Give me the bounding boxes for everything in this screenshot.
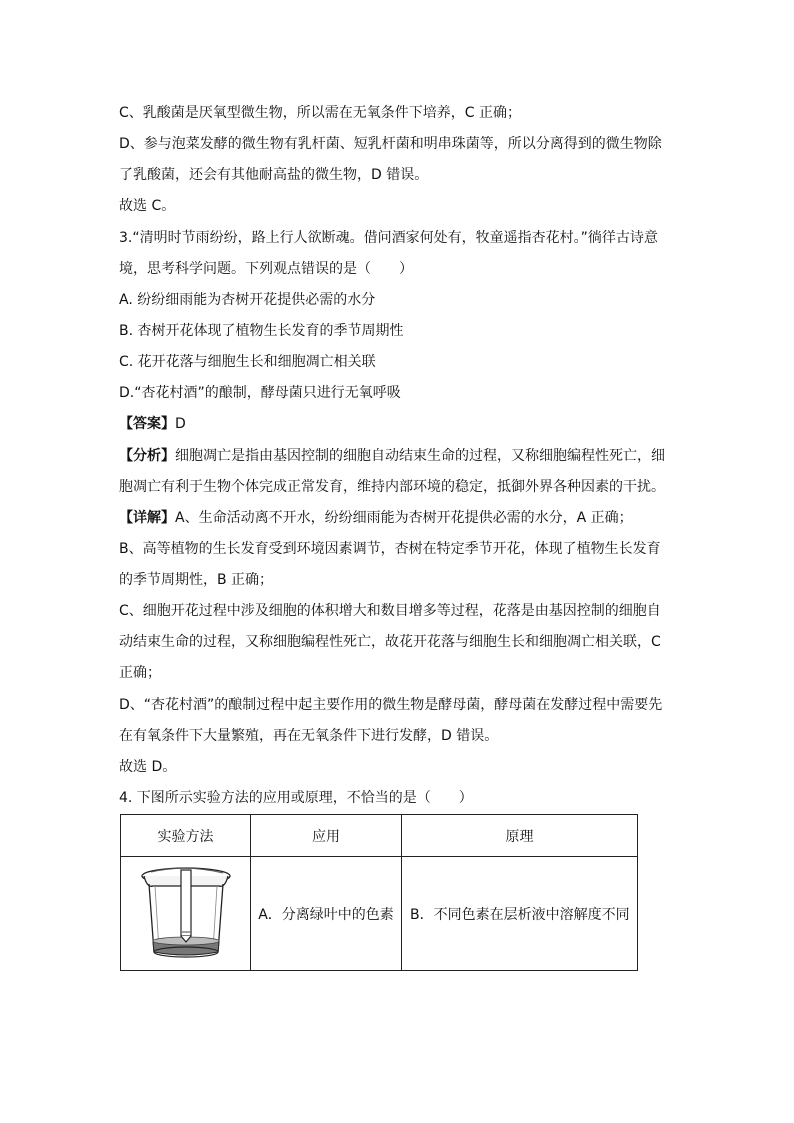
header-principle: 原理 [402,815,638,857]
answer-tag: 【答案】 [119,416,175,432]
question-3-stem: 3.“清明时节雨纷纷，路上行人欲断魂。借问酒家何处有，牧童遥指杏花村。”徜徉古诗意 [119,230,658,246]
explanation-text: A、生命活动离不开水，纷纷细雨能为杏树开花提供必需的水分，A 正确； [175,510,633,526]
analysis-line [119,446,679,466]
header-method: 实验方法 [121,815,251,857]
explanation-line [119,508,679,528]
question-3-stem: 境，思考科学问题。下列观点错误的是（ ） [119,261,413,277]
text-line: C、细胞开花过程中涉及细胞的体积增大和数目增多等过程，花落是由基因控制的细胞自 [119,603,661,619]
experiment-table [120,814,638,971]
chromatography-beaker-illustration [131,862,241,962]
chromatography-apparatus-cell [121,857,251,971]
text-line: 动结束生命的过程，又称细胞编程性死亡，故花开花落与细胞生长和细胞凋亡相关联，C [119,634,661,650]
table-row [121,857,638,971]
text-line: 了乳酸菌，还会有其他耐高盐的微生物，D 错误。 [119,167,429,183]
application-cell: A．分离绿叶中的色素 [251,857,402,971]
text-line: 在有氧条件下大量繁殖，再在无氧条件下进行发酵，D 错误。 [119,728,499,744]
analysis-text: 细胞凋亡是指由基因控制的细胞自动结束生命的过程，又称细胞编程性死亡，细 [175,448,665,464]
text-line: D、参与泡菜发酵的微生物有乳杆菌、短乳杆菌和明串珠菌等，所以分离得到的微生物除 [119,136,662,152]
question-4-stem: 4. 下图所示实验方法的应用或原理，不恰当的是（ ） [119,790,473,806]
answer-value: D [175,416,186,432]
table-header-row [121,815,638,857]
principle-cell: B．不同色素在层析液中溶解度不同 [402,857,638,971]
text-line: B、高等植物的生长发育受到环境因素调节，杏树在特定季节开花，体现了植物生长发育 [119,541,661,557]
option-c: C. 花开花落与细胞生长和细胞凋亡相关联 [119,354,376,370]
explanation-tag: 【详解】 [119,510,175,526]
text-line: 正确； [119,665,161,681]
text-line: D、“杏花村酒”的酿制过程中起主要作用的微生物是酵母菌，酵母菌在发酵过程中需要先 [119,697,663,713]
option-a: A. 纷纷细雨能为杏树开花提供必需的水分 [119,292,376,308]
text-line: 的季节周期性，B 正确； [119,572,274,588]
text-line: 故选 C。 [119,198,176,214]
option-b: B. 杏树开花体现了植物生长发育的季节周期性 [119,323,404,339]
answer-line [119,414,679,434]
text-line: 胞凋亡有利于生物个体完成正常发育，维持内部环境的稳定，抵御外界各种因素的干扰。 [119,479,665,495]
text-line: C、乳酸菌是厌氧型微生物，所以需在无氧条件下培养，C 正确； [119,105,521,121]
text-line: 故选 D。 [119,759,177,775]
option-d: D.“杏花村酒”的酿制，酵母菌只进行无氧呼吸 [119,385,401,401]
analysis-tag: 【分析】 [119,448,175,464]
header-application: 应用 [251,815,402,857]
